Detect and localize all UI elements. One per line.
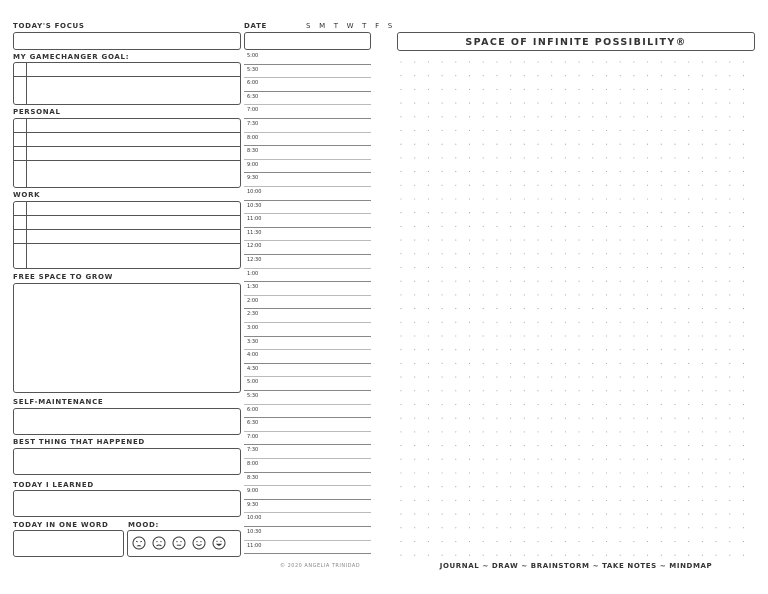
time-slot[interactable] bbox=[244, 309, 371, 323]
time-slot[interactable] bbox=[244, 214, 371, 228]
mood-selector bbox=[132, 536, 226, 550]
gamechanger-goal-list[interactable] bbox=[13, 62, 241, 105]
mood-label: MOOD: bbox=[128, 521, 159, 529]
time-slot[interactable] bbox=[244, 473, 371, 487]
time-slot[interactable] bbox=[244, 391, 371, 405]
dot-grid[interactable] bbox=[399, 60, 755, 556]
time-label: 12:00 bbox=[247, 243, 262, 250]
time-label: 12:30 bbox=[247, 257, 262, 263]
work-task-line[interactable] bbox=[14, 230, 240, 244]
time-slot[interactable] bbox=[244, 282, 371, 296]
time-label: 2:00 bbox=[247, 297, 259, 304]
time-label: 4:30 bbox=[247, 365, 259, 372]
time-label: 10:30 bbox=[247, 202, 262, 209]
time-label: 8:00 bbox=[247, 461, 259, 467]
time-label: 8:30 bbox=[247, 148, 259, 155]
todays-focus-label: TODAY'S FOCUS bbox=[13, 22, 85, 30]
time-label: 8:30 bbox=[247, 474, 259, 481]
time-slot[interactable] bbox=[244, 432, 371, 446]
happy-face-icon[interactable] bbox=[192, 536, 206, 550]
time-label: 8:00 bbox=[247, 134, 259, 141]
time-label: 11:30 bbox=[247, 229, 262, 236]
time-label: 9:00 bbox=[247, 161, 259, 168]
time-label: 3:00 bbox=[247, 325, 259, 331]
time-label: 1:30 bbox=[247, 284, 259, 291]
time-slot[interactable] bbox=[244, 377, 371, 391]
time-label: 6:00 bbox=[247, 80, 259, 87]
title-banner bbox=[397, 32, 755, 51]
time-label: 5:00 bbox=[247, 53, 259, 59]
goal-line[interactable] bbox=[14, 63, 240, 77]
time-label: 10:00 bbox=[247, 189, 262, 195]
date-label: DATE bbox=[244, 22, 268, 30]
time-label: 7:00 bbox=[247, 433, 259, 440]
time-label: 5:30 bbox=[247, 393, 259, 399]
time-slot[interactable] bbox=[244, 541, 371, 555]
time-label: 11:00 bbox=[247, 542, 262, 549]
time-slot[interactable] bbox=[244, 486, 371, 500]
best-thing-label: BEST THING THAT HAPPENED bbox=[13, 438, 145, 446]
time-slot[interactable] bbox=[244, 500, 371, 514]
time-label: 1:00 bbox=[247, 270, 259, 277]
self-maintenance-label: SELF-MAINTENANCE bbox=[13, 398, 104, 406]
neutral-face-icon[interactable] bbox=[172, 536, 186, 550]
personal-task-line[interactable] bbox=[14, 161, 240, 175]
time-slot[interactable] bbox=[244, 459, 371, 473]
date-field[interactable] bbox=[244, 32, 371, 50]
time-slot[interactable] bbox=[244, 323, 371, 337]
time-slot[interactable] bbox=[244, 445, 371, 459]
time-slot[interactable] bbox=[244, 92, 371, 106]
best-thing-field[interactable] bbox=[13, 448, 241, 475]
time-slot[interactable] bbox=[244, 269, 371, 283]
time-label: 7:00 bbox=[247, 107, 259, 114]
goal-line[interactable] bbox=[14, 77, 240, 91]
time-slot[interactable] bbox=[244, 527, 371, 541]
time-label: 9:30 bbox=[247, 501, 259, 508]
free-space-label: FREE SPACE TO GROW bbox=[13, 273, 114, 281]
time-label: 5:00 bbox=[247, 379, 259, 386]
time-slot[interactable] bbox=[244, 187, 371, 201]
time-label: 9:30 bbox=[247, 175, 259, 182]
one-word-label: TODAY IN ONE WORD bbox=[13, 521, 109, 529]
time-slot[interactable] bbox=[244, 173, 371, 187]
free-space-area[interactable] bbox=[13, 283, 241, 393]
gamechanger-goal-label: MY GAMECHANGER GOAL: bbox=[13, 53, 130, 61]
time-slot[interactable] bbox=[244, 255, 371, 269]
page-title: SPACE OF INFINITE POSSIBILITY® bbox=[465, 37, 687, 48]
time-slot[interactable] bbox=[244, 350, 371, 364]
time-label: 2:30 bbox=[247, 311, 259, 318]
time-label: 7:30 bbox=[247, 447, 259, 454]
time-label: 5:30 bbox=[247, 66, 259, 73]
personal-task-line[interactable] bbox=[14, 133, 240, 147]
time-slot[interactable] bbox=[244, 105, 371, 119]
weekday-selector[interactable]: S M T W T F S bbox=[306, 22, 396, 30]
time-slot[interactable] bbox=[244, 119, 371, 133]
time-slot[interactable] bbox=[244, 228, 371, 242]
very-sad-face-icon[interactable] bbox=[132, 536, 146, 550]
today-learned-label: TODAY I LEARNED bbox=[13, 481, 94, 489]
time-slot[interactable] bbox=[244, 405, 371, 419]
time-slot[interactable] bbox=[244, 51, 371, 65]
personal-label: PERSONAL bbox=[13, 108, 61, 116]
today-learned-field[interactable] bbox=[13, 490, 241, 517]
copyright-text: © 2020 ANGELIA TRINIDAD bbox=[280, 563, 361, 569]
work-label: WORK bbox=[13, 191, 41, 199]
time-slot[interactable] bbox=[244, 146, 371, 160]
time-label: 10:00 bbox=[247, 515, 262, 522]
time-label: 6:30 bbox=[247, 93, 259, 100]
todays-focus-field[interactable] bbox=[13, 32, 241, 50]
time-label: 7:30 bbox=[247, 121, 259, 127]
work-task-line[interactable] bbox=[14, 216, 240, 230]
very-happy-face-icon[interactable] bbox=[212, 536, 226, 550]
work-task-line[interactable] bbox=[14, 244, 240, 258]
time-slot[interactable] bbox=[244, 78, 371, 92]
time-slot[interactable] bbox=[244, 364, 371, 378]
time-slot[interactable] bbox=[244, 65, 371, 79]
time-slot[interactable] bbox=[244, 160, 371, 174]
footer-text: JOURNAL ~ DRAW ~ BRAINSTORM ~ TAKE NOTES ~ MINDMAP bbox=[439, 562, 713, 570]
sad-face-icon[interactable] bbox=[152, 536, 166, 550]
time-label: 6:00 bbox=[247, 406, 259, 413]
time-label: 10:30 bbox=[247, 529, 262, 535]
time-slot[interactable] bbox=[244, 201, 371, 215]
time-slot[interactable] bbox=[244, 337, 371, 351]
time-slot[interactable] bbox=[244, 241, 371, 255]
self-maintenance-field[interactable] bbox=[13, 408, 241, 435]
personal-task-line[interactable] bbox=[14, 147, 240, 161]
time-slot[interactable] bbox=[244, 133, 371, 147]
personal-task-list[interactable] bbox=[13, 118, 241, 188]
work-task-list[interactable] bbox=[13, 201, 241, 269]
time-label: 6:30 bbox=[247, 420, 259, 427]
time-label: 4:00 bbox=[247, 352, 259, 359]
time-label: 9:00 bbox=[247, 488, 259, 495]
time-slot[interactable] bbox=[244, 418, 371, 432]
time-slot[interactable] bbox=[244, 513, 371, 527]
time-slot[interactable] bbox=[244, 296, 371, 310]
personal-task-line[interactable] bbox=[14, 119, 240, 133]
one-word-field[interactable] bbox=[13, 530, 124, 557]
time-label: 11:00 bbox=[247, 216, 262, 223]
time-label: 3:30 bbox=[247, 338, 259, 345]
work-task-line[interactable] bbox=[14, 202, 240, 216]
